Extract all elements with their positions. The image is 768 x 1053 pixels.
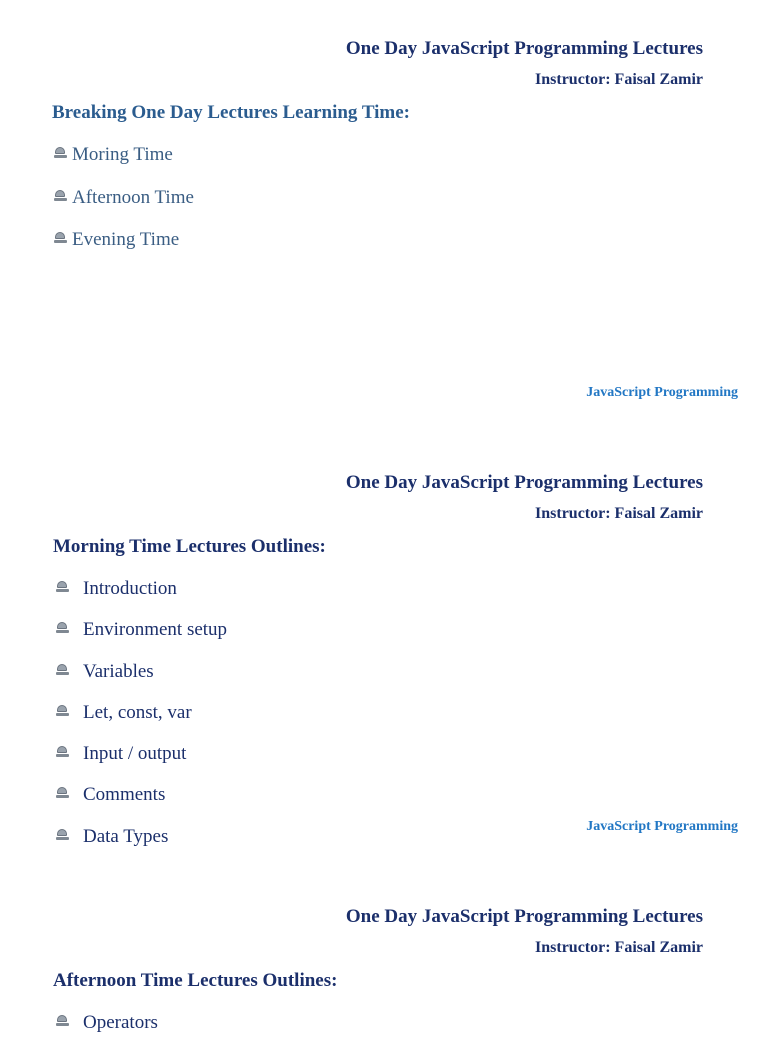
presenter-bullet-icon (54, 190, 67, 202)
list-item (56, 743, 227, 784)
list-item (56, 578, 227, 619)
page-1 (0, 0, 768, 434)
presenter-bullet-icon (56, 787, 69, 799)
presenter-bullet-icon (56, 746, 69, 758)
page-3 (0, 868, 768, 1033)
list-item-label: Input / output (83, 743, 187, 765)
presenter-bullet-icon (56, 1015, 69, 1027)
list-item (56, 619, 227, 660)
section-heading: Breaking One Day Lectures Learning Time: (52, 102, 411, 123)
list-item (54, 144, 194, 187)
presenter-bullet-icon (56, 622, 69, 634)
list-item (56, 1012, 158, 1053)
list-item (56, 661, 227, 702)
presenter-bullet-icon (56, 581, 69, 593)
list-item-label: Data Types (83, 825, 169, 847)
list-item-label: Environment setup (83, 619, 228, 641)
page-footer: JavaScript Programming (586, 819, 738, 834)
list-item-label: Moring Time (72, 144, 173, 165)
header-title: One Day JavaScript Programming Lectures (345, 38, 703, 59)
list-item (54, 187, 194, 230)
instructor-name: Instructor: Faisal Zamir (535, 505, 703, 522)
list-item-label: Introduction (83, 578, 177, 599)
instructor-name: Instructor: Faisal Zamir (535, 939, 703, 956)
presenter-bullet-icon (54, 147, 67, 159)
list-item-label: Comments (83, 784, 166, 806)
section-heading: Morning Time Lectures Outlines: (53, 536, 326, 557)
bullet-list (56, 578, 227, 867)
list-item-label: Evening Time (72, 229, 180, 250)
section-heading: Afternoon Time Lectures Outlines: (53, 970, 338, 991)
list-item-label: Operators (83, 1012, 158, 1033)
bullet-list (56, 1012, 158, 1053)
page-2 (0, 434, 768, 868)
bullet-list (54, 144, 194, 272)
header-title: One Day JavaScript Programming Lectures (345, 472, 703, 493)
presenter-bullet-icon (56, 829, 69, 841)
presenter-bullet-icon (56, 705, 69, 717)
presenter-bullet-icon (54, 232, 67, 244)
page-footer: JavaScript Programming (586, 385, 738, 400)
list-item-label: Variables (83, 660, 154, 682)
list-item-label: Afternoon Time (72, 186, 194, 208)
header-title: One Day JavaScript Programming Lectures (345, 906, 703, 927)
list-item-label: Let, const, var (83, 701, 192, 723)
instructor-name: Instructor: Faisal Zamir (535, 71, 703, 88)
list-item (56, 826, 227, 867)
list-item (56, 784, 227, 825)
list-item (54, 229, 194, 272)
list-item (56, 702, 227, 743)
presenter-bullet-icon (56, 664, 69, 676)
